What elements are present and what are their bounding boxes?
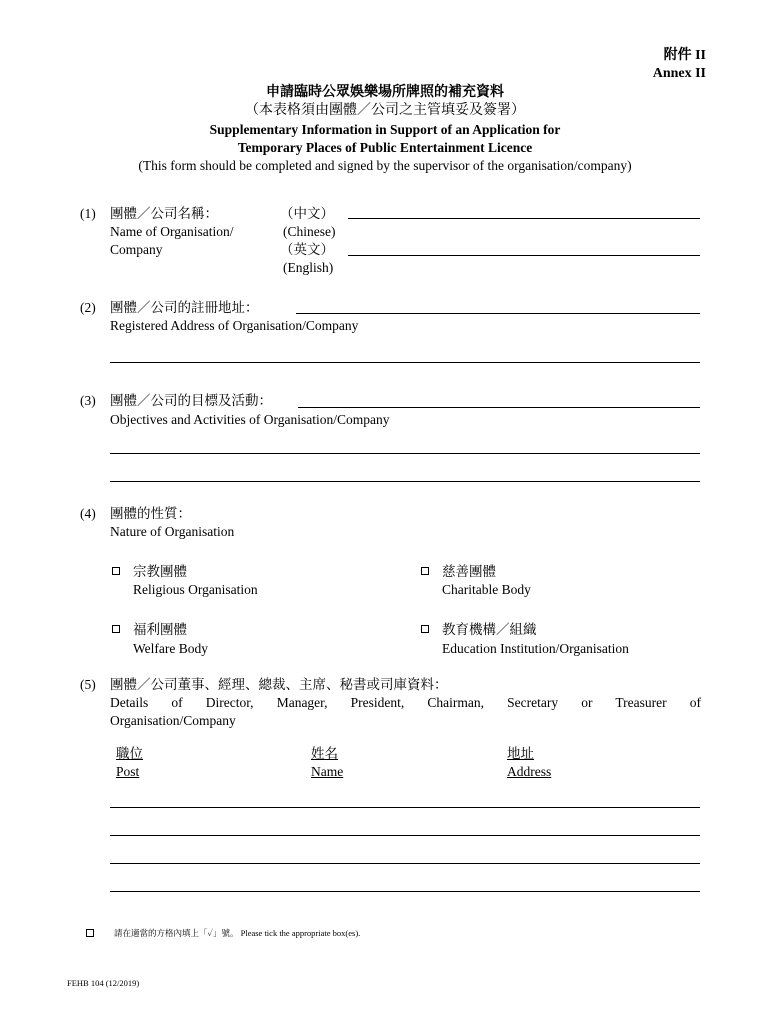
q5-label-en2: Organisation/Company [110, 713, 236, 728]
title-en-line2: Temporary Places of Public Entertainment Licence [237, 140, 533, 155]
column-name-en: Name [311, 764, 344, 779]
q5-details-line-1[interactable] [110, 807, 700, 808]
title-en-note: (This form should be completed and signed by the supervisor of the organisation/company) [138, 158, 632, 173]
q1-chinese-en: (Chinese) [283, 224, 336, 239]
q5-details-line-4[interactable] [110, 891, 700, 892]
q1-chinese-name-line[interactable] [348, 218, 700, 219]
q3-objectives-line-2[interactable] [110, 453, 700, 454]
q1-english-en: (English) [283, 260, 334, 275]
footnote-checkbox-icon [86, 929, 94, 937]
q4-number: (4) [80, 506, 96, 521]
option-charitable-zh: 慈善團體 [442, 564, 496, 579]
column-address-zh: 地址 [507, 746, 534, 761]
q2-address-line-1[interactable] [296, 313, 700, 314]
q5-number: (5) [80, 677, 96, 692]
q2-label-en: Registered Address of Organisation/Company [110, 318, 359, 333]
religious-organisation-checkbox[interactable] [112, 567, 120, 575]
q5-label-en1: Details of Director, Manager, President, Chairman, Secretary or Treasurer of [110, 695, 701, 710]
option-welfare-zh: 福利團體 [133, 622, 187, 637]
q3-objectives-line-3[interactable] [110, 481, 700, 482]
charitable-body-checkbox[interactable] [421, 567, 429, 575]
option-charitable-en: Charitable Body [442, 582, 531, 597]
q5-details-line-2[interactable] [110, 835, 700, 836]
column-post-zh: 職位 [116, 746, 143, 761]
q3-label-zh: 團體／公司的目標及活動： [110, 393, 272, 408]
q1-label-zh: 團體／公司名稱： [110, 206, 218, 221]
q2-number: (2) [80, 300, 96, 315]
title-zh: 申請臨時公眾娛樂場所牌照的補充資料 [266, 85, 504, 100]
education-institution-checkbox[interactable] [421, 625, 429, 633]
annex-zh: 附件 II [663, 48, 706, 63]
option-religious-en: Religious Organisation [133, 582, 258, 597]
q2-address-line-2[interactable] [110, 362, 700, 363]
option-education-zh: 教育機構／組織 [442, 622, 537, 637]
option-religious-zh: 宗教團體 [133, 564, 187, 579]
option-welfare-en: Welfare Body [133, 641, 209, 656]
q1-number: (1) [80, 206, 96, 221]
q1-label-en1: Name of Organisation/ [110, 224, 234, 239]
title-zh-note: （本表格須由團體／公司之主管填妥及簽署） [245, 103, 525, 118]
q1-chinese-zh: （中文） [280, 206, 334, 221]
q1-english-name-line[interactable] [348, 255, 700, 256]
column-name-zh: 姓名 [311, 746, 338, 761]
q2-label-zh: 團體／公司的註冊地址： [110, 300, 259, 315]
title-en-line1: Supplementary Information in Support of an Application for [209, 122, 561, 137]
form-code: FEHB 104 (12/2019) [67, 978, 140, 988]
q1-english-zh: （英文） [280, 242, 334, 257]
q3-label-en: Objectives and Activities of Organisation/Company [110, 412, 390, 427]
q4-label-en: Nature of Organisation [110, 524, 235, 539]
column-address-en: Address [507, 764, 552, 779]
column-post-en: Post [116, 764, 140, 779]
q3-objectives-line-1[interactable] [298, 407, 700, 408]
q4-label-zh: 團體的性質： [110, 506, 191, 521]
q1-label-en2: Company [110, 242, 163, 257]
q5-details-line-3[interactable] [110, 863, 700, 864]
footnote-text: 請在適當的方格內填上「✓」號。 Please tick the appropriate box(es). [114, 928, 361, 938]
option-education-en: Education Institution/Organisation [442, 641, 629, 656]
q3-number: (3) [80, 393, 96, 408]
welfare-body-checkbox[interactable] [112, 625, 120, 633]
annex-en: Annex II [652, 66, 706, 81]
q5-label-zh: 團體／公司董事、經理、總裁、主席、秘書或司庫資料： [110, 677, 448, 692]
